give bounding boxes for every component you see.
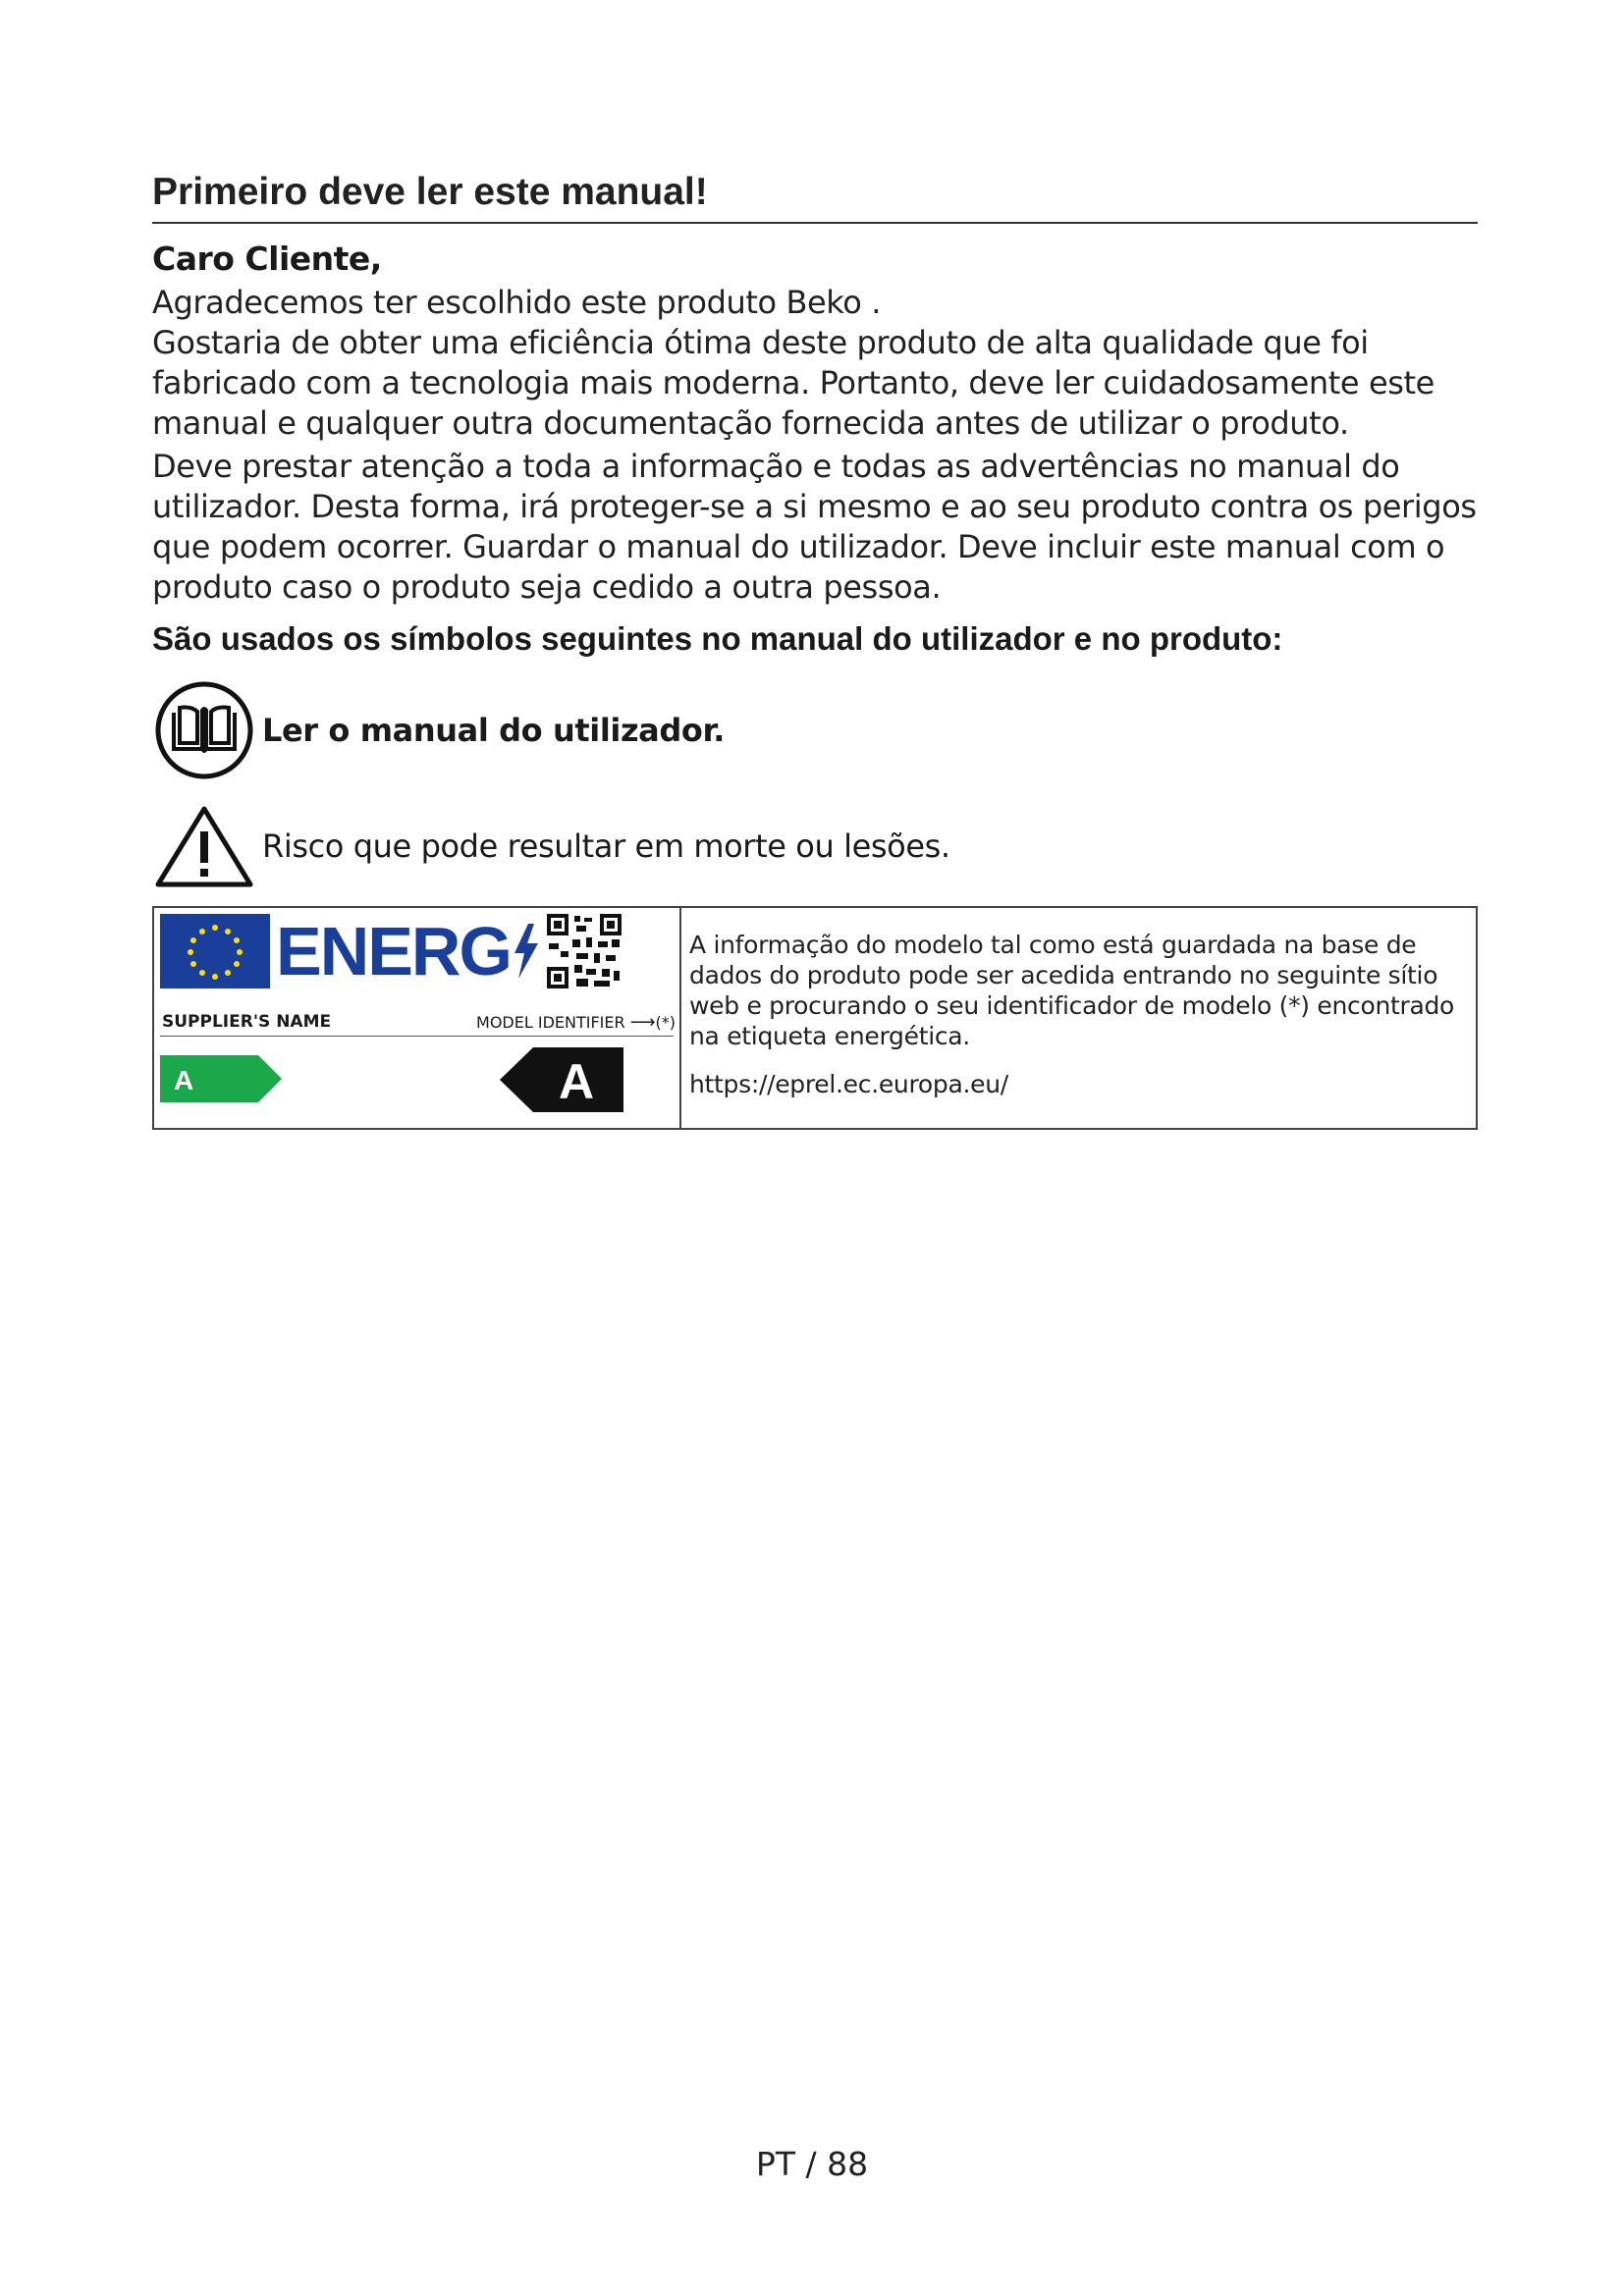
symbol-row-warning [152,804,1478,888]
symbol-label-manual: Ler o manual do utilizador. [262,712,726,749]
supplier-name-label: SUPPLIER'S NAME [162,1012,332,1032]
symbol-label-warning: Risco que pode resultar em morte ou lesões. [262,828,950,865]
product-energy-class: A [559,1054,595,1109]
product-class-arrow [500,1047,623,1112]
book-icon [152,678,256,782]
label-divider [160,1036,674,1037]
greeting: Caro Cliente, [152,240,382,278]
eu-flag-icon [160,914,270,988]
eprel-link[interactable]: https://eprel.ec.europa.eu/ [689,1070,1008,1098]
intro-paragraph: Agradecemos ter escolhido este produto Beko . [152,284,882,321]
symbols-heading: São usados os símbolos seguintes no manual do utilizador e no produto: [152,620,1283,657]
lightning-icon [511,924,540,979]
warnings-paragraph: Deve prestar atenção a toda a informação e todas as advertências no manual do utilizador. Desta forma, irá proteger-se a si mesmo e ao seu produto contra os perigos que podem ocorrer. Guardar o manual do utilizador. Deve incluir este manual com o produto caso o produto seja cedido a outra pessoa. [152,448,1477,606]
energy-class-arrow [160,1055,282,1102]
page-number: PT / 88 [755,2145,869,2183]
page-title: Primeiro deve ler este manual! [152,167,1478,224]
energy-info [681,908,1476,1128]
warning-icon [152,804,256,888]
model-identifier-label: MODEL IDENTIFIER ⟶(*) [476,1012,676,1033]
energy-label-box [152,906,1478,1130]
quality-paragraph: Gostaria de obter uma eficiência ótima deste produto de alta qualidade que foi fabricado com a tecnologia mais moderna. Portanto, deve ler cuidadosamente este manual e qualquer outra documentação fornecida antes de utilizar o produto. [152,324,1435,442]
energy-brand-word: ENERG [276,912,540,990]
symbol-row-manual [152,678,1478,782]
page-content [152,167,1478,1130]
qr-code-icon [547,914,622,988]
energy-label [154,908,681,1128]
energy-scale-class: A [174,1065,194,1095]
energy-info-text: A informação do modelo tal como está guardada na base de dados do produto pode ser acedida entrando no seguinte sítio web e procurando o seu identificador de modelo (*) encontrado na etiqueta energética. [689,931,1455,1050]
